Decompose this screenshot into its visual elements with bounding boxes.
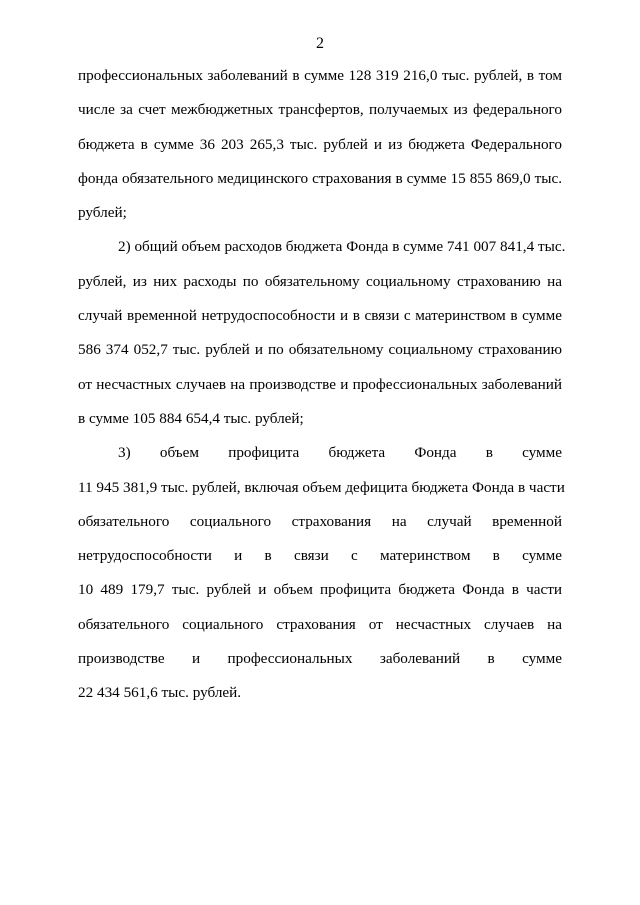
text-line: 586 374 052,7 тыс. рублей и по обязательному социальному страхованию bbox=[78, 341, 562, 359]
text-line: 11 945 381,9 тыс. рублей, включая объем дефицита бюджета Фонда в части bbox=[78, 478, 565, 496]
text-line: в сумме 105 884 654,4 тыс. рублей; bbox=[78, 409, 304, 427]
text-line: 3) объем профицита бюджета Фонда в сумме bbox=[118, 444, 562, 462]
text-line: числе за счет межбюджетных трансфертов, получаемых из федерального bbox=[78, 101, 562, 119]
text-line: обязательного социального страхования на случай временной bbox=[78, 512, 562, 530]
text-line: бюджета в сумме 36 203 265,3 тыс. рублей и из бюджета Федерального bbox=[78, 135, 562, 153]
text-line: рублей; bbox=[78, 204, 127, 222]
text-line: фонда обязательного медицинского страхования в сумме 15 855 869,0 тыс. bbox=[78, 169, 562, 187]
text-line: от несчастных случаев на производстве и профессиональных заболеваний bbox=[78, 375, 562, 393]
text-line: нетрудоспособности и в связи с материнством в сумме bbox=[78, 547, 562, 565]
text-line: 22 434 561,6 тыс. рублей. bbox=[78, 684, 242, 702]
text-line: обязательного социального страхования от несчастных случаев на bbox=[78, 615, 562, 633]
text-line: профессиональных заболеваний в сумме 128 319 216,0 тыс. рублей, в том bbox=[78, 67, 562, 84]
page-number: 2 bbox=[316, 35, 324, 52]
text-line: производстве и профессиональных заболеваний в сумме bbox=[78, 650, 562, 668]
text-line: рублей, из них расходы по обязательному социальному страхованию на bbox=[78, 272, 562, 290]
text-line: 10 489 179,7 тыс. рублей и объем профицита бюджета Фонда в части bbox=[78, 581, 562, 599]
text-line: случай временной нетрудоспособности и в связи с материнством в сумме bbox=[78, 307, 562, 325]
text-line: 2) общий объем расходов бюджета Фонда в сумме 741 007 841,4 тыс. bbox=[118, 238, 566, 256]
body-text bbox=[78, 66, 566, 718]
